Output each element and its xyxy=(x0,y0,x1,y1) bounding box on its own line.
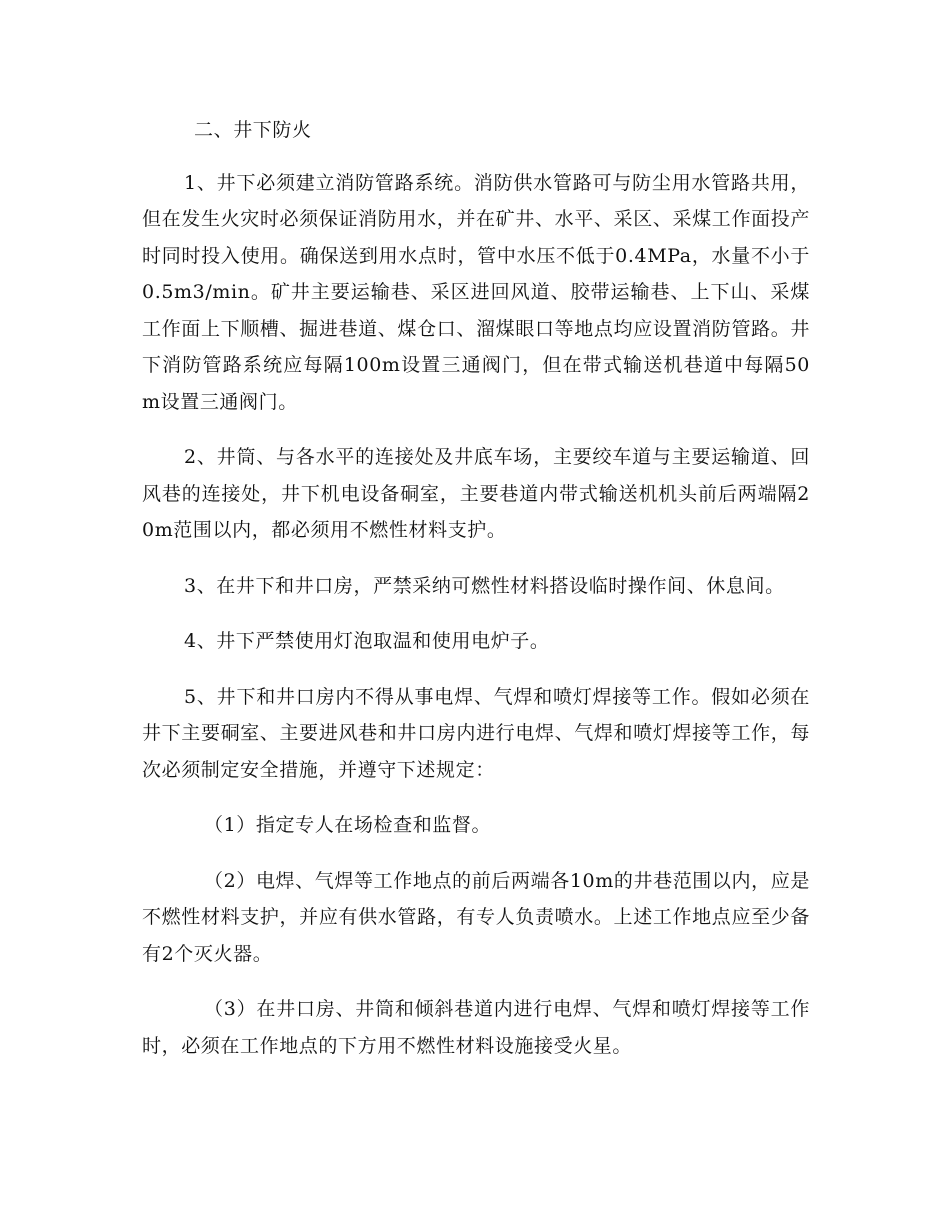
paragraph-2: 2、井筒、与各水平的连接处及井底车场，主要绞车道与主要运输道、回风巷的连接处，井下机电设备硐室，主要巷道内带式输送机机头前后两端隔20m范围以内，都必须用不燃性材料支护。 xyxy=(142,446,810,541)
paragraph-1: 1、井下必须建立消防管路系统。消防供水管路可与防尘用水管路共用，但在发生火灾时必须保证消防用水，并在矿井、水平、采区、采煤工作面投产时同时投入使用。确保送到用水点时，管中水压不低于0.4MPa，水量不小于0.5m3/min。矿井主要运输巷、采区进回风道、胶带运输巷、上下山、采煤工作面上下顺槽、掘进巷道、煤仓口、溜煤眼口等地点均应设置消防管路。井下消防管路系统应每隔100m设置三通阀门，但在带式输送机巷道中每隔50m设置三通阀门。 xyxy=(142,171,810,413)
sub-item-2: （2）电焊、气焊等工作地点的前后两端各10m的井巷范围以内，应是不燃性材料支护，并应有供水管路，有专人负责喷水。上述工作地点应至少备有2个灭火器。 xyxy=(142,869,810,965)
document-body xyxy=(142,112,810,1064)
paragraph-3: 3、在井下和井口房，严禁采纳可燃性材料搭设临时操作间、休息间。 xyxy=(184,574,785,597)
paragraph-4: 4、井下严禁使用灯泡取温和使用电炉子。 xyxy=(184,630,550,652)
sub-item-1: （1）指定专人在场检查和监督。 xyxy=(204,814,492,836)
paragraph-5: 5、井下和井口房内不得从事电焊、气焊和喷灯焊接等工作。假如必须在井下主要硐室、主要进风巷和井口房内进行电焊、气焊和喷灯焊接等工作，每次必须制定安全措施，并遵守下述规定： xyxy=(142,685,810,781)
section-heading: 二、井下防火 xyxy=(194,119,312,141)
sub-item-3: （3）在井口房、井筒和倾斜巷道内进行电焊、气焊和喷灯焊接等工作时，必须在工作地点的下方用不燃性材料设施接受火星。 xyxy=(142,998,810,1057)
